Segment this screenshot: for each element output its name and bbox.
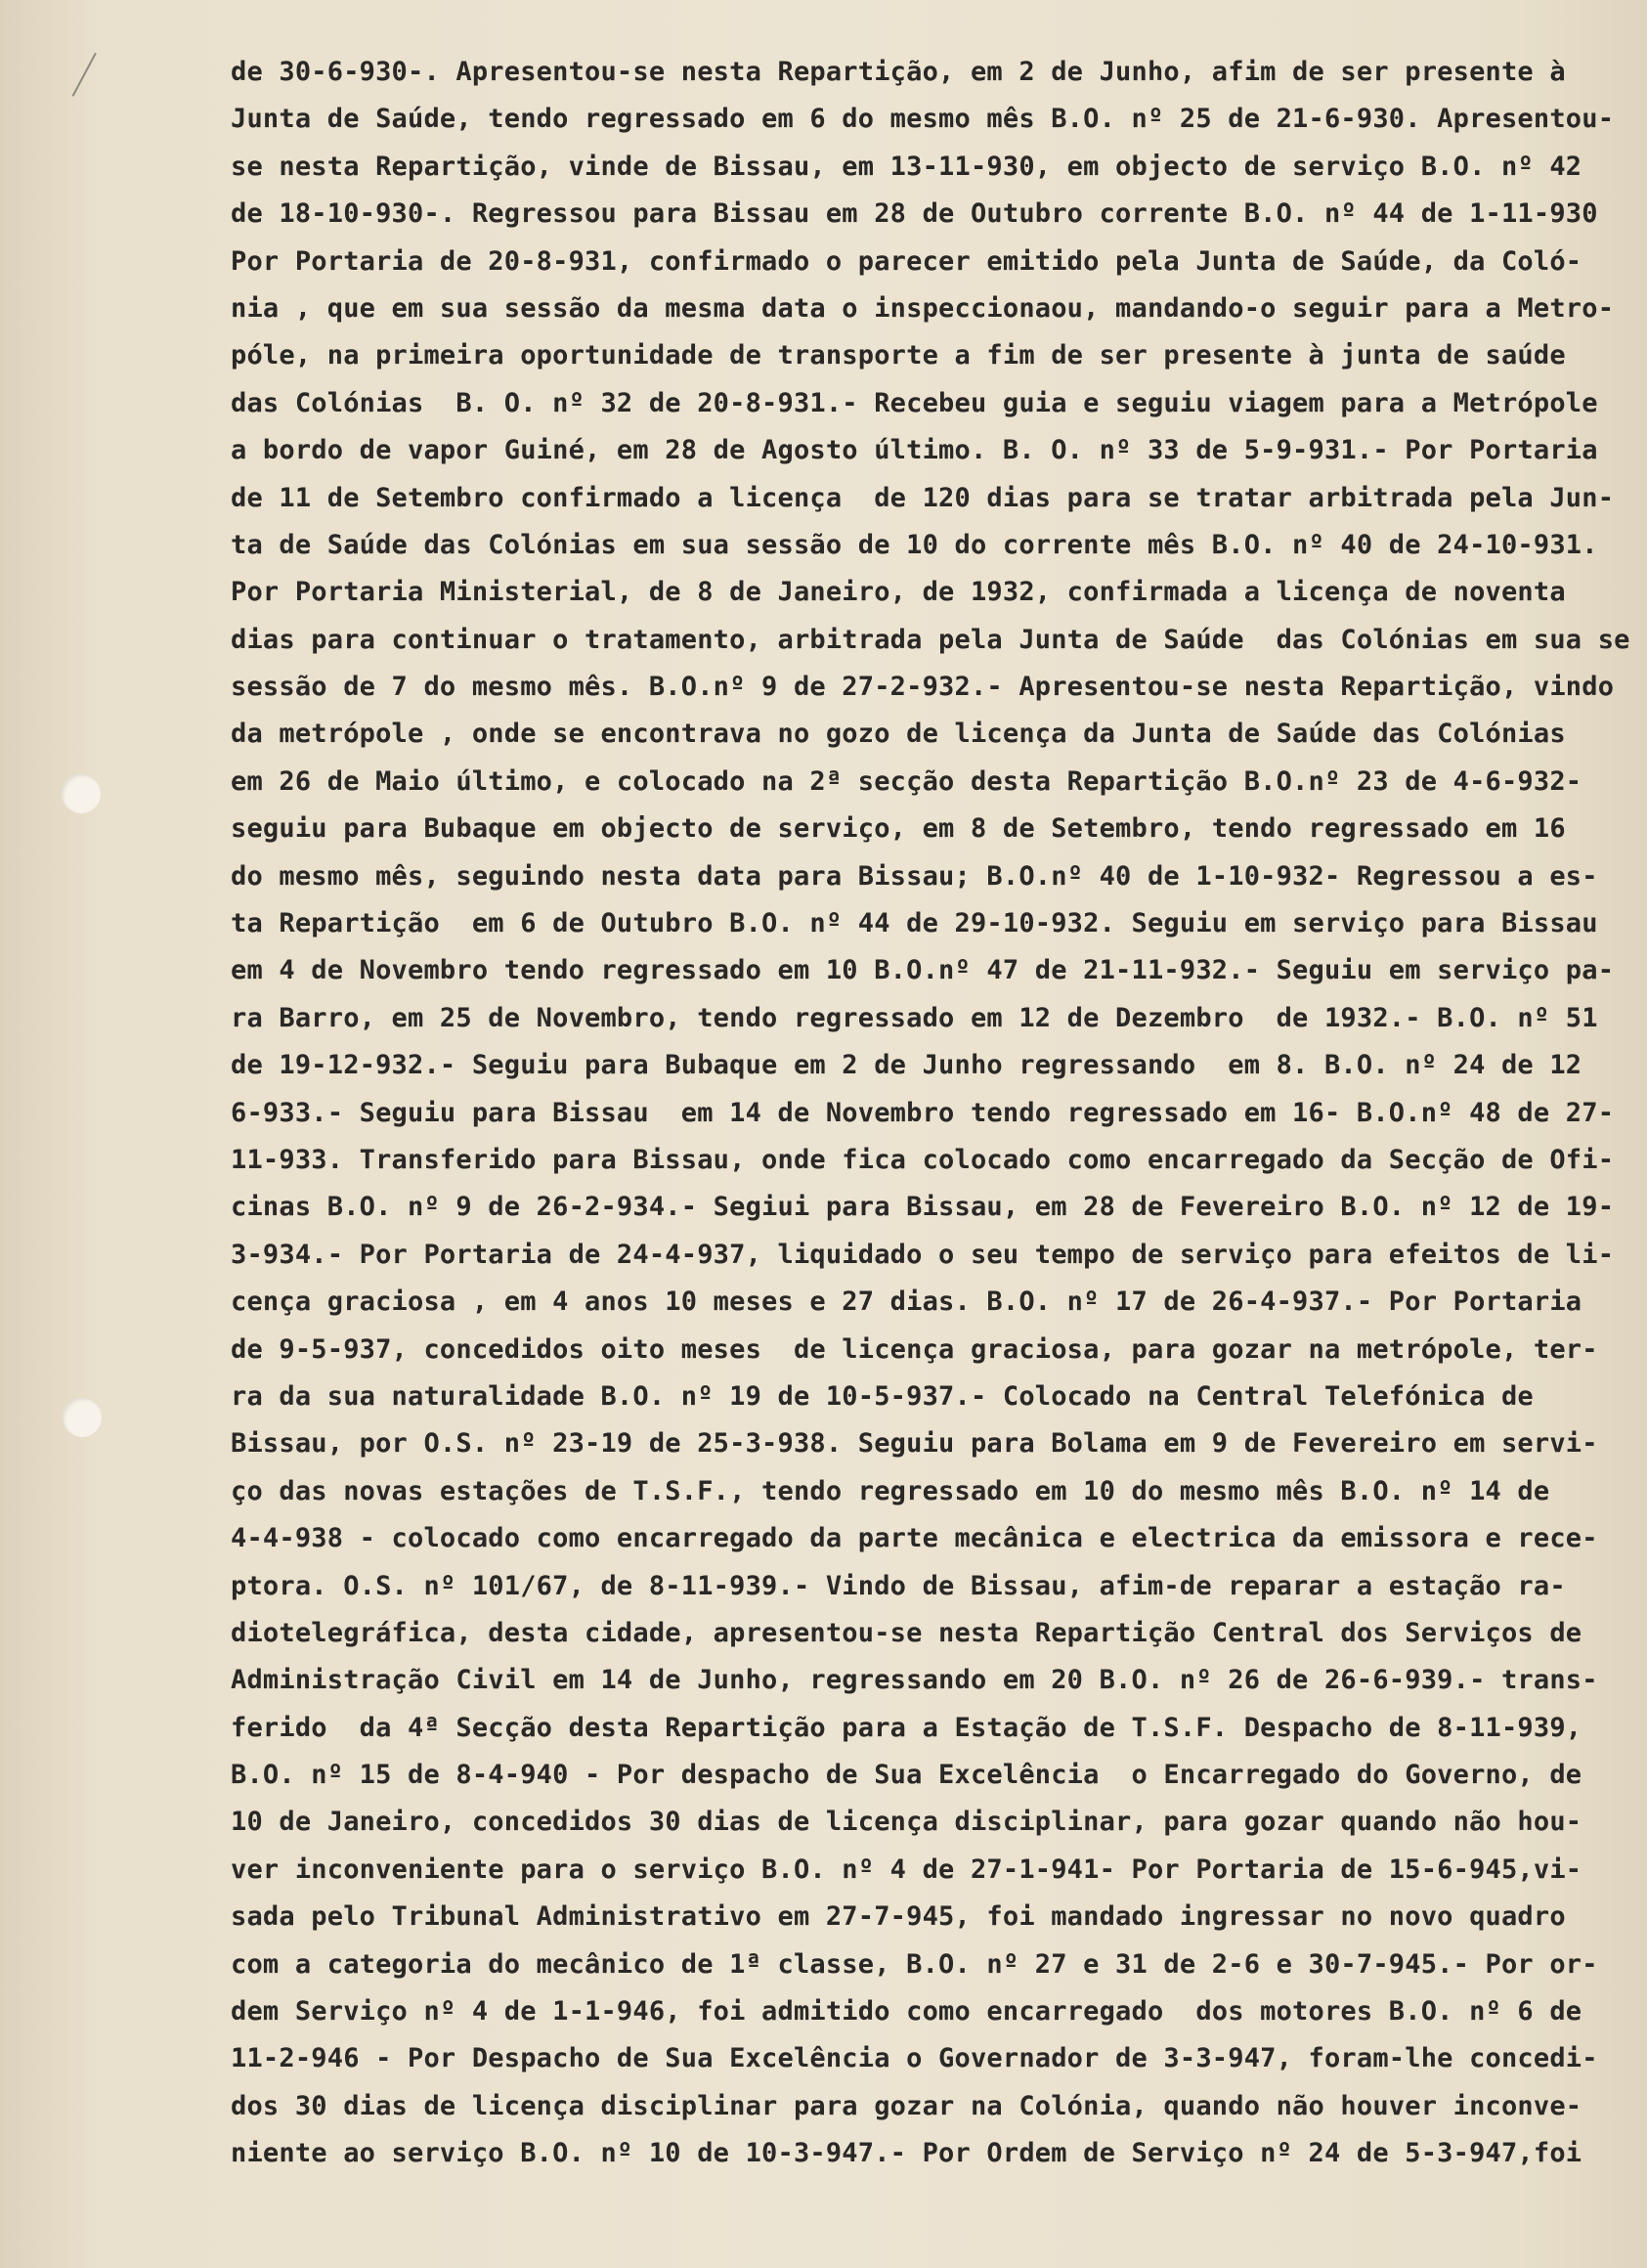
- punch-hole: [62, 774, 101, 813]
- text-line: das Colónias B. O. nº 32 de 20-8-931.- Recebeu guia e seguiu viagem para a Metrópole: [231, 387, 1598, 418]
- text-line: Por Portaria de 20-8-931, confirmado o parecer emitido pela Junta de Saúde, da Coló-: [231, 245, 1582, 277]
- text-line: sessão de 7 do mesmo mês. B.O.nº 9 de 27-2-932.- Apresentou-se nesta Repartição, vindo: [231, 672, 1615, 703]
- text-line: de 30-6-930-. Apresentou-se nesta Repartição, em 2 de Junho, afim de ser presente à: [231, 57, 1566, 87]
- text-line: ferido da 4ª Secção desta Repartição para a Estação de T.S.F. Despacho de 8-11-939,: [231, 1712, 1582, 1743]
- text-line: dias para continuar o tratamento, arbitrada pela Junta de Saúde das Colónias em sua se: [231, 624, 1630, 655]
- text-line: ra da sua naturalidade B.O. nº 19 de 10-5-937.- Colocado na Central Telefónica de: [231, 1380, 1534, 1412]
- margin-pencil-mark: [72, 53, 114, 106]
- text-line: 11-933. Transferido para Bissau, onde fica colocado como encarregado da Secção de Ofi-: [231, 1144, 1615, 1175]
- text-line: dos 30 dias de licença disciplinar para gozar na Colónia, quando não houver inconve-: [231, 2090, 1582, 2121]
- text-line: ço das novas estações de T.S.F., tendo regressado em 10 do mesmo mês B.O. nº 14 de: [231, 1475, 1550, 1506]
- text-line: em 4 de Novembro tendo regressado em 10 B.O.nº 47 de 21-11-932.- Seguiu em serviço pa-: [231, 955, 1615, 986]
- text-line: póle, na primeira oportunidade de transporte a fim de ser presente à junta de saúde: [231, 340, 1566, 371]
- text-line: cinas B.O. nº 9 de 26-2-934.- Segiui para Bissau, em 28 de Fevereiro B.O. nº 12 de 19-: [231, 1192, 1615, 1223]
- text-line: ta de Saúde das Colónias em sua sessão de 10 do corrente mês B.O. nº 40 de 24-10-931.: [231, 529, 1598, 560]
- text-line: de 18-10-930-. Regressou para Bissau em 28 de Outubro corrente B.O. nº 44 de 1-11-930: [231, 198, 1598, 230]
- text-line: de 9-5-937, concedidos oito meses de licença graciosa, para gozar na metrópole, ter-: [231, 1333, 1598, 1365]
- text-line: ptora. O.S. nº 101/67, de 8-11-939.- Vindo de Bissau, afim-de reparar a estação ra-: [231, 1570, 1566, 1601]
- punch-hole: [63, 1398, 102, 1437]
- text-line: do mesmo mês, seguindo nesta data para Bissau; B.O.nº 40 de 1-10-932- Regressou a es-: [231, 860, 1598, 892]
- text-line: diotelegráfica, desta cidade, apresentou-se nesta Repartição Central dos Serviços de: [231, 1617, 1582, 1648]
- text-line: dem Serviço nº 4 de 1-1-946, foi admitido como encarregado dos motores B.O. nº 6 de: [231, 1996, 1582, 2028]
- text-line: com a categoria do mecânico de 1ª classe, B.O. nº 27 e 31 de 2-6 e 30-7-945.- Por or-: [231, 1948, 1598, 1980]
- text-line: ta Repartição em 6 de Outubro B.O. nº 44 de 29-10-932. Seguiu em serviço para Bissau: [231, 908, 1598, 939]
- text-line: de 11 de Setembro confirmado a licença de 120 dias para se tratar arbitrada pela Jun-: [231, 482, 1615, 513]
- text-line: cença graciosa , em 4 anos 10 meses e 27 dias. B.O. nº 17 de 26-4-937.- Por Portaria: [231, 1287, 1582, 1318]
- text-line: 4-4-938 - colocado como encarregado da parte mecânica e electrica da emissora e rece-: [231, 1523, 1598, 1554]
- text-line: Bissau, por O.S. nº 23-19 de 25-3-938. Seguiu para Bolama em 9 de Fevereiro em servi-: [231, 1428, 1598, 1460]
- text-line: 11-2-946 - Por Despacho de Sua Excelência o Governador de 3-3-947, foram-lhe concedi-: [231, 2043, 1598, 2074]
- text-line: B.O. nº 15 de 8-4-940 - Por despacho de Sua Excelência o Encarregado do Governo, de: [231, 1760, 1582, 1791]
- text-line: ver inconveniente para o serviço B.O. nº 4 de 27-1-941- Por Portaria de 15-6-945,vi-: [231, 1854, 1582, 1885]
- text-line: a bordo de vapor Guiné, em 28 de Agosto último. B. O. nº 33 de 5-9-931.- Por Portaria: [231, 435, 1598, 466]
- text-line: 6-933.- Seguiu para Bissau em 14 de Novembro tendo regressado em 16- B.O.nº 48 de 27-: [231, 1097, 1615, 1128]
- text-line: Administração Civil em 14 de Junho, regressando em 20 B.O. nº 26 de 26-6-939.- trans-: [231, 1665, 1598, 1696]
- text-line: niente ao serviço B.O. nº 10 de 10-3-947.- Por Ordem de Serviço nº 24 de 5-3-947,foi: [231, 2138, 1582, 2169]
- text-line: sada pelo Tribunal Administrativo em 27-7-945, foi mandado ingressar no novo quadro: [231, 1901, 1566, 1933]
- text-line: Junta de Saúde, tendo regressado em 6 do mesmo mês B.O. nº 25 de 21-6-930. Apresentou-: [231, 104, 1615, 135]
- text-line: em 26 de Maio último, e colocado na 2ª secção desta Repartição B.O.nº 23 de 4-6-932-: [231, 765, 1582, 797]
- text-line: se nesta Repartição, vinde de Bissau, em 13-11-930, em objecto de serviço B.O. nº 42: [231, 151, 1582, 182]
- text-line: seguiu para Bubaque em objecto de serviço, em 8 de Setembro, tendo regressado em 16: [231, 813, 1566, 845]
- text-line: 3-934.- Por Portaria de 24-4-937, liquidado o seu tempo de serviço para efeitos de li-: [231, 1239, 1615, 1270]
- text-line: ra Barro, em 25 de Novembro, tendo regressado em 12 de Dezembro de 1932.- B.O. nº 51: [231, 1002, 1598, 1033]
- text-line: 10 de Janeiro, concedidos 30 dias de licença disciplinar, para gozar quando não hou-: [231, 1807, 1582, 1838]
- text-line: nia , que em sua sessão da mesma data o inspeccionaou, mandando-o seguir para a Metro-: [231, 292, 1615, 324]
- text-line: de 19-12-932.- Seguiu para Bubaque em 2 de Junho regressando em 8. B.O. nº 24 de 12: [231, 1050, 1582, 1081]
- text-line: da metrópole , onde se encontrava no gozo de licença da Junta de Saúde das Colónias: [231, 719, 1566, 750]
- text-line: Por Portaria Ministerial, de 8 de Janeiro, de 1932, confirmada a licença de noventa: [231, 577, 1566, 608]
- typed-text-body: [231, 49, 1638, 2178]
